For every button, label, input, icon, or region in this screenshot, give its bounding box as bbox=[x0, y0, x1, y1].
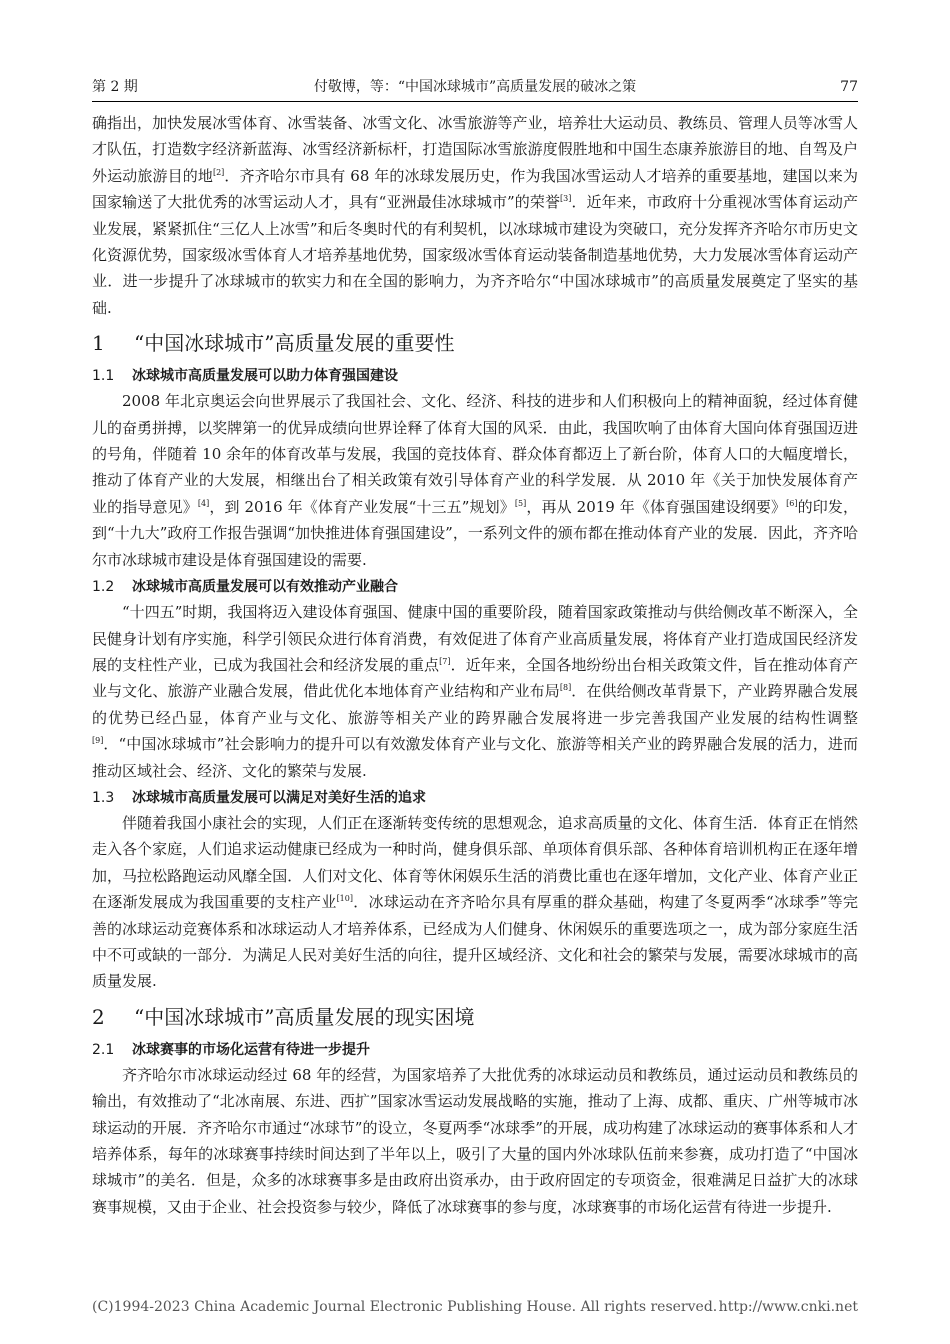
text-run: ，到 2016 年《体育产业发展“十三五”规划》 bbox=[209, 497, 515, 516]
page-footer bbox=[92, 1296, 858, 1318]
subsection-1-1-heading bbox=[92, 365, 858, 387]
citation-3: [3] bbox=[560, 194, 572, 204]
page-number: 77 bbox=[840, 79, 858, 95]
citation-10: [10] bbox=[336, 894, 353, 904]
section-number: 1 bbox=[92, 331, 105, 356]
citation-9: [9] bbox=[92, 736, 104, 746]
citation-5: [5] bbox=[514, 498, 527, 508]
section-title: “中国冰球城市”高质量发展的现实困境 bbox=[134, 1004, 475, 1029]
section-title: “中国冰球城市”高质量发展的重要性 bbox=[134, 331, 455, 356]
paragraph-1-1 bbox=[92, 388, 858, 573]
text-run: ，再从 2019 年《体育强国建设纲要》 bbox=[526, 497, 787, 516]
citation-2: [2] bbox=[212, 167, 225, 177]
subsection-1-3-heading bbox=[92, 787, 858, 809]
article-body bbox=[92, 110, 858, 1220]
text-run: ．冰球运动在齐齐哈尔具有厚重的群众基础，构建了冬夏两季“冰球季”等完善的冰球运动竞赛体系和冰球运动人才培养体系，已经成为人们健身、休闲娱乐的重要选项之一，成为部分家庭生活中不可或缺的一部分．为满足人民对美好生活的向往，提升区域经济、文化和社会的繁荣与发展，需要冰球城市的高质量发展. bbox=[92, 893, 858, 991]
text-run: ．近年来，市政府十分重视冰雪体育运动产业发展，紧紧抓住“三亿人上冰雪”和后冬奥时代的有利契机，以冰球城市建设为突破口，充分发挥齐齐哈尔市历史文化资源优势，国家级冰雪体育人才培养基地优势，国家级冰雪体育运动装备制造基地优势，大力发展冰雪体育运动产业．进一步提升了冰球城市的软实力和在全国的影响力，为齐齐哈尔“中国冰球城市”的高质量发展奠定了坚实的基础. bbox=[92, 193, 858, 317]
page-header bbox=[92, 76, 858, 98]
copyright-notice: (C)1994-2023 China Academic Journal Electronic Publishing House. All rights reserved. bbox=[92, 1299, 718, 1315]
citation-4: [4] bbox=[197, 498, 210, 508]
text-run: “十四五”时期，我国将迈入建设体育强国、健康中国的重要阶段，随着国家政策推动与供给侧改革不断深入，全民健身计划有序实施，科学引领民众进行体育消费，有效促进了体育产业高质量发展，将体育产业打造成国民经济发展的支柱性产业，已成为我国社会和经济发展的重点 bbox=[92, 603, 858, 674]
text-run: 伴随着我国小康社会的实现，人们正在逐渐转变传统的思想观念，追求高质量的文化、体育生活．体育正在悄然走入各个家庭，人们追求运动健康已经成为一种时尚，健身俱乐部、单项体育俱乐部、各种体育培训机构正在逐年增加，马拉松路跑运动风靡全国．人们对文化、体育等休闲娱乐生活的消费比重也在逐年增加，文化产业、体育产业正在逐渐发展成为我国重要的支柱产业 bbox=[92, 813, 858, 912]
text-run: ．在供给侧改革背景下，产业跨界融合发展的优势已经凸显，体育产业与文化、旅游等相关产业的跨界融合发展将进一步完善我国产业发展的结构性调整 bbox=[92, 682, 858, 727]
intro-paragraph bbox=[92, 110, 858, 321]
subsection-1-2-heading bbox=[92, 576, 858, 598]
subsection-title: 冰球城市高质量发展可以有效推动产业融合 bbox=[132, 579, 398, 596]
subsection-title: 冰球城市高质量发展可以助力体育强国建设 bbox=[132, 368, 398, 385]
subsection-number: 1.1 bbox=[92, 368, 115, 385]
paragraph-1-3 bbox=[92, 810, 858, 995]
section-2-heading bbox=[92, 1004, 858, 1030]
text-run: 的印发，到“十九大”政府工作报告强调“加快推进体育强国建设”，一系列文件的颁布都在推动体育产业的发展．因此，齐齐哈尔市冰球城市建设是体育强国建设的需要. bbox=[92, 497, 858, 569]
subsection-number: 2.1 bbox=[92, 1041, 115, 1058]
header-rule bbox=[92, 101, 858, 102]
journal-issue: 第 2 期 bbox=[92, 79, 138, 95]
text-run: ．“中国冰球城市”社会影响力的提升可以有效激发体育产业与文化、旅游等相关产业的跨界融合发展的活力，进而推动区域社会、经济、文化的繁荣与发展. bbox=[92, 735, 858, 780]
citation-7: [7] bbox=[439, 656, 451, 666]
text-run: 确指出，加快发展冰雪体育、冰雪装备、冰雪文化、冰雪旅游等产业，培养壮大运动员、教练员、管理人员等冰雪人才队伍，打造数字经济新蓝海、冰雪经济新标杆，打造国际冰雪旅游度假胜地和中国生态康养旅游目的地、自驾及户外运动旅游目的地 bbox=[92, 114, 858, 185]
citation-8: [8] bbox=[559, 683, 572, 693]
section-number: 2 bbox=[92, 1004, 105, 1029]
text-run: ．近年来，全国各地纷纷出台相关政策文件，旨在推动体育产业与文化、旅游产业融合发展，借此优化本地体育产业结构和产业布局 bbox=[92, 655, 858, 701]
citation-6: [6] bbox=[786, 498, 798, 508]
subsection-title: 冰球赛事的市场化运营有待进一步提升 bbox=[132, 1041, 370, 1058]
subsection-title: 冰球城市高质量发展可以满足对美好生活的追求 bbox=[132, 789, 426, 806]
section-1-heading bbox=[92, 330, 858, 356]
paragraph-2-1: 齐齐哈尔市冰球运动经过 68 年的经营，为国家培养了大批优秀的冰球运动员和教练员，通过运动员和教练员的输出，有效推动了“北冰南展、东进、西扩”国家冰雪运动发展战略的实施，推动了上海、成都、重庆、广州等城市冰球运动的开展．齐齐哈尔市通过“冰球节”的设立，冬夏两季“冰球季”的开展，成功构建了冰球运动的赛事体系和人才培养体系，每年的冰球赛事持续时间达到了半年以上，吸引了大量的国内外冰球队伍前来参赛，成功打造了“中国冰球城市”的美名．但是，众多的冰球赛事多是由政府出资承办，由于政府固定的专项资金，很难满足日益扩大的冰球赛事规模，又由于企业、社会投资参与较少，降低了冰球赛事的参与度，冰球赛事的市场化运营有待进一步提升. bbox=[92, 1065, 858, 1216]
cnki-url: http://www.cnki.net bbox=[718, 1299, 858, 1315]
subsection-number: 1.2 bbox=[92, 579, 115, 596]
text-run: ．齐齐哈尔市具有 68 年的冰球发展历史，作为我国冰雪运动人才培养的重要基地，建国以来为国家输送了大批优秀的冰雪运动人才，具有“亚洲最佳冰球城市”的荣誉 bbox=[92, 166, 858, 212]
subsection-number: 1.3 bbox=[92, 789, 115, 806]
paragraph-1-2 bbox=[92, 599, 858, 784]
text-run: 2008 年北京奥运会向世界展示了我国社会、文化、经济、科技的进步和人们积极向上的精神面貌，经过体育健儿的奋勇拼搏，以奖牌第一的优异成绩向世界诠释了体育大国的风采．由此，我国吹响了由体育大国向体育强国迈进的号角，伴随着 10 余年的体育改革与发展，我国的竞技体育、群众体育都迈上了新台阶，体育人口的大幅度增长，推动了体育产业的大发展，相继出台了相关政策有效引导体育产业的科学发展．从 2010 年《关于加快发展体育产业的指导意见》 bbox=[92, 392, 858, 516]
running-title: 付敬博，等：“中国冰球城市”高质量发展的破冰之策 bbox=[313, 79, 637, 95]
subsection-2-1-heading bbox=[92, 1039, 858, 1061]
